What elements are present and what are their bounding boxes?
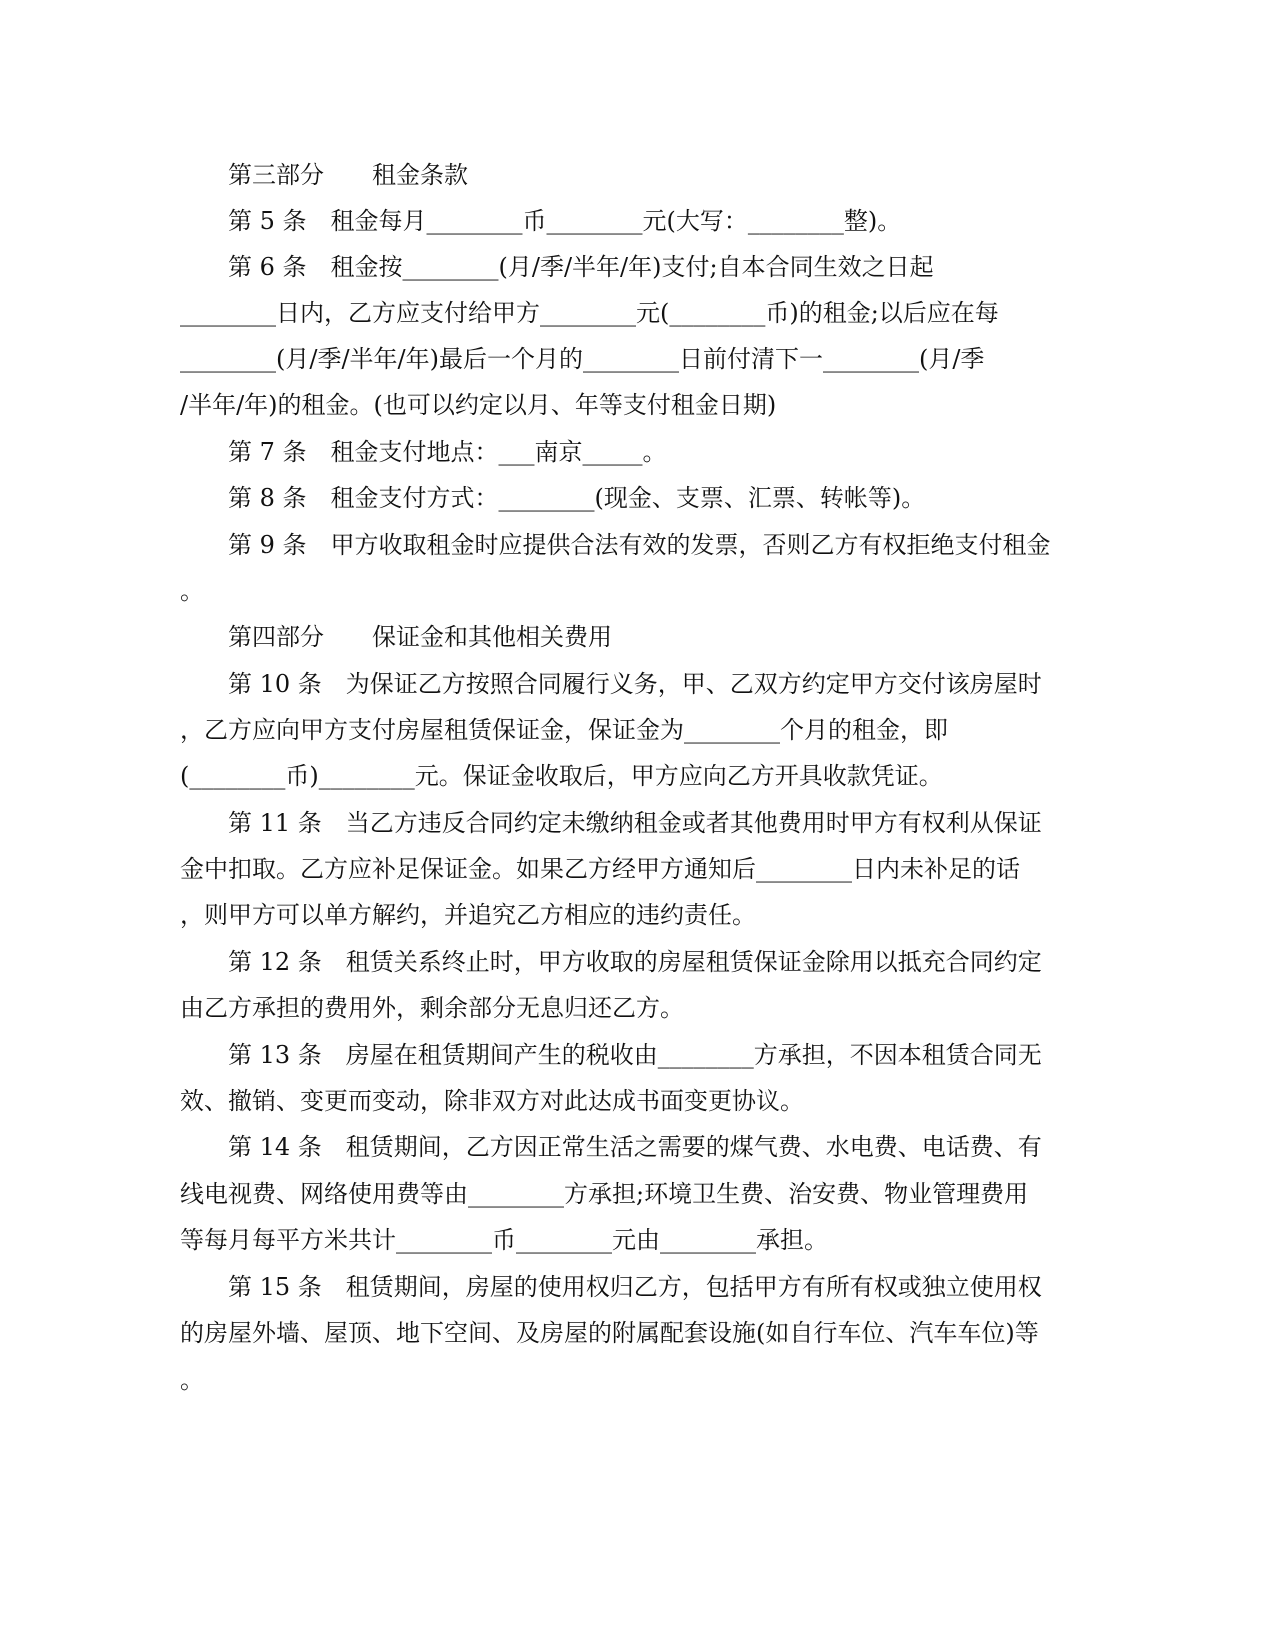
- article-8: 第 8 条 租金支付方式：________(现金、支票、汇票、转帐等)。: [228, 484, 926, 512]
- article-13-line-2: 效、撤销、变更而变动，除非双方对此达成书面变更协议。: [180, 1087, 804, 1115]
- article-7: 第 7 条 租金支付地点：___南京_____。: [228, 438, 667, 466]
- article-15-line-2: 的房屋外墙、屋顶、地下空间、及房屋的附属配套设施(如自行车位、汽车车位)等: [180, 1319, 1039, 1347]
- article-12-line-2: 由乙方承担的费用外，剩余部分无息归还乙方。: [180, 994, 684, 1022]
- article-10-line-1: 第 10 条 为保证乙方按照合同履行义务，甲、乙双方约定甲方交付该房屋时: [228, 670, 1042, 698]
- article-10-line-2: ，乙方应向甲方支付房屋租赁保证金，保证金为________个月的租金，即: [180, 716, 948, 744]
- article-14-line-3: 等每月每平方米共计________币________元由________承担。: [180, 1226, 828, 1254]
- section-heading-rent: 第三部分 租金条款: [228, 161, 468, 189]
- article-6-line-3: ________(月/季/半年/年)最后一个月的________日前付清下一________(月/季: [180, 345, 985, 373]
- article-11-line-3: ，则甲方可以单方解约，并追究乙方相应的违约责任。: [180, 901, 756, 929]
- article-11-line-1: 第 11 条 当乙方违反合同约定未缴纳租金或者其他费用时甲方有权利从保证: [228, 809, 1042, 837]
- article-14-line-2: 线电视费、网络使用费等由________方承担;环境卫生费、治安费、物业管理费用: [180, 1180, 1029, 1208]
- article-13-line-1: 第 13 条 房屋在租赁期间产生的税收由________方承担，不因本租赁合同无: [228, 1041, 1042, 1069]
- article-15-line-3: 。: [180, 1366, 204, 1394]
- article-6-line-2: ________日内，乙方应支付给甲方________元(________币)的租金;以后应在每: [180, 299, 999, 327]
- article-12-line-1: 第 12 条 租赁关系终止时，甲方收取的房屋租赁保证金除用以抵充合同约定: [228, 948, 1042, 976]
- article-11-line-2: 金中扣取。乙方应补足保证金。如果乙方经甲方通知后________日内未补足的话: [180, 855, 1020, 883]
- section-heading-deposit: 第四部分 保证金和其他相关费用: [228, 623, 612, 651]
- article-9-line-2: 。: [180, 577, 204, 605]
- article-5: 第 5 条 租金每月________币________元(大写：________整)。: [228, 207, 902, 235]
- article-15-line-1: 第 15 条 租赁期间，房屋的使用权归乙方，包括甲方有所有权或独立使用权: [228, 1273, 1042, 1301]
- article-6-line-4: /半年/年)的租金。(也可以约定以月、年等支付租金日期): [180, 391, 777, 419]
- article-9-line-1: 第 9 条 甲方收取租金时应提供合法有效的发票，否则乙方有权拒绝支付租金: [228, 531, 1051, 559]
- article-10-line-3: (________币)________元。保证金收取后，甲方应向乙方开具收款凭证。: [180, 762, 943, 790]
- article-6-line-1: 第 6 条 租金按________(月/季/半年/年)支付;自本合同生效之日起: [228, 253, 934, 281]
- article-14-line-1: 第 14 条 租赁期间，乙方因正常生活之需要的煤气费、水电费、电话费、有: [228, 1133, 1042, 1161]
